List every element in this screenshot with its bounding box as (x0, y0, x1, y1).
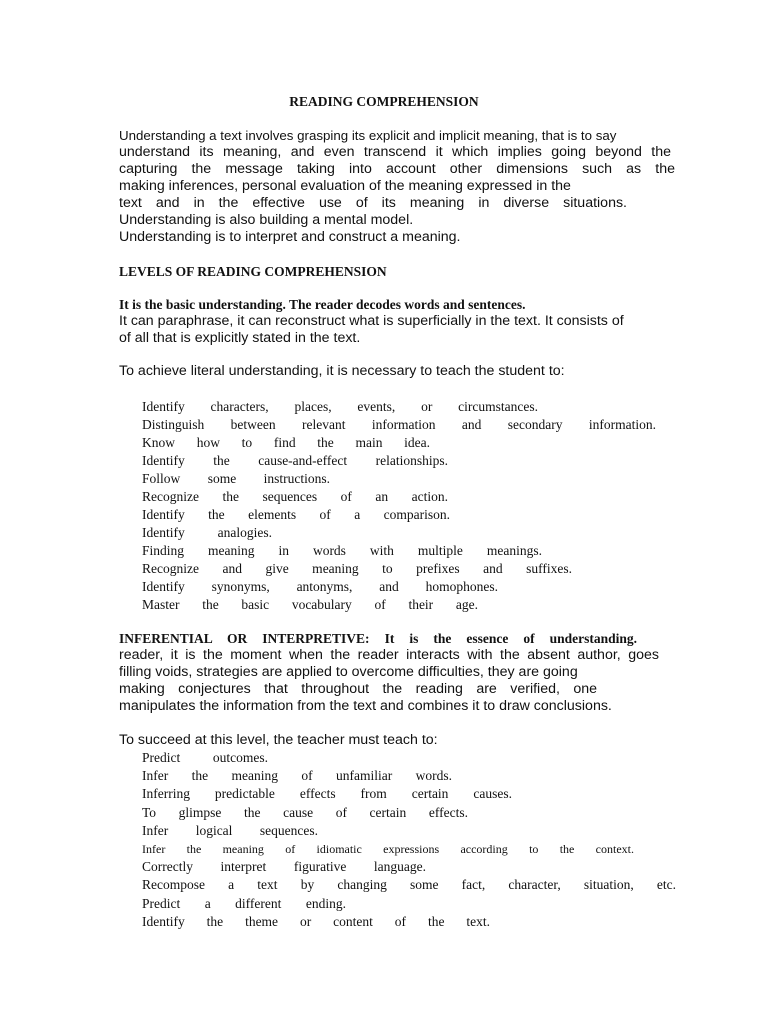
list-item: Follow some instructions. (142, 471, 330, 486)
inferential-line: manipulates the information from the text and combines it to draw conclusions. (119, 698, 612, 714)
list-item: Identify analogies. (142, 525, 272, 540)
list-item: Distinguish between relevant information and secondary information. (142, 417, 656, 432)
inferential-bold-text: INFERENTIAL OR INTERPRETIVE: It is the essence of understanding. (119, 631, 637, 646)
list-item: Predict a different ending. (142, 895, 346, 911)
list-item: Identify the theme or content of the text. (142, 913, 490, 929)
levels-heading: LEVELS OF READING COMPREHENSION (119, 264, 387, 279)
inferential-list (142, 749, 676, 931)
literal-line: of all that is explicitly stated in the text. (119, 330, 361, 346)
list-item: Identify synonyms, antonyms, and homophones. (142, 579, 498, 594)
list-item: Master the basic vocabulary of their age. (142, 597, 478, 612)
list-item: Predict outcomes. (142, 750, 268, 765)
intro-line: making inferences, personal evaluation of the meaning expressed in the (119, 178, 571, 194)
inferential-line: making conjectures that throughout the reading are verified, one (119, 681, 597, 697)
list-item: Identify the elements of a comparison. (142, 507, 450, 522)
literal-line: It can paraphrase, it can reconstruct what is superficially in the text. It consists of (119, 313, 624, 329)
inferential-line: reader, it is the moment when the reader interacts with the absent author, goes (119, 647, 659, 663)
list-item: Infer the meaning of idiomatic expressions according to the context. (142, 842, 634, 857)
list-item: Recompose a text by changing some fact, character, situation, etc. (142, 877, 676, 893)
intro-line: capturing the message taking into account other dimensions such as the (119, 161, 675, 177)
inferential-lead: To succeed at this level, the teacher must teach to: (119, 732, 438, 748)
list-item: Correctly interpret figurative language. (142, 859, 426, 875)
intro-line: Understanding is also building a mental model. (119, 212, 414, 228)
list-item: Recognize and give meaning to prefixes and suffixes. (142, 561, 572, 576)
list-item: Identify characters, places, events, or circumstances. (142, 399, 538, 414)
intro-line: understand its meaning, and even transcend it which implies going beyond the (119, 144, 671, 160)
inferential-bold-line (119, 630, 675, 647)
literal-paragraph (119, 313, 675, 347)
list-item: Inferring predictable effects from certain causes. (142, 786, 512, 802)
list-item: Recognize the sequences of an action. (142, 489, 448, 504)
list-item: Finding meaning in words with multiple meanings. (142, 543, 542, 558)
inferential-line: filling voids, strategies are applied to overcome difficulties, they are going (119, 664, 578, 680)
document-title: READING COMPREHENSION (289, 94, 479, 109)
literal-bold-line: It is the basic understanding. The reader decodes words and sentences. (119, 297, 526, 312)
inferential-paragraph (119, 647, 675, 715)
intro-line: Understanding a text involves grasping its explicit and implicit meaning, that is to say (119, 128, 617, 143)
intro-paragraph (119, 127, 675, 246)
intro-line: text and in the effective use of its meaning in diverse situations. (119, 195, 627, 211)
literal-list (142, 398, 658, 614)
literal-lead: To achieve literal understanding, it is necessary to teach the student to: (119, 363, 565, 379)
list-item: To glimpse the cause of certain effects. (142, 804, 468, 820)
list-item: Infer logical sequences. (142, 822, 318, 838)
list-item: Identify the cause-and-effect relationships. (142, 453, 448, 468)
intro-line: Understanding is to interpret and construct a meaning. (119, 229, 461, 245)
list-item: Know how to find the main idea. (142, 435, 430, 450)
list-item: Infer the meaning of unfamiliar words. (142, 768, 452, 784)
